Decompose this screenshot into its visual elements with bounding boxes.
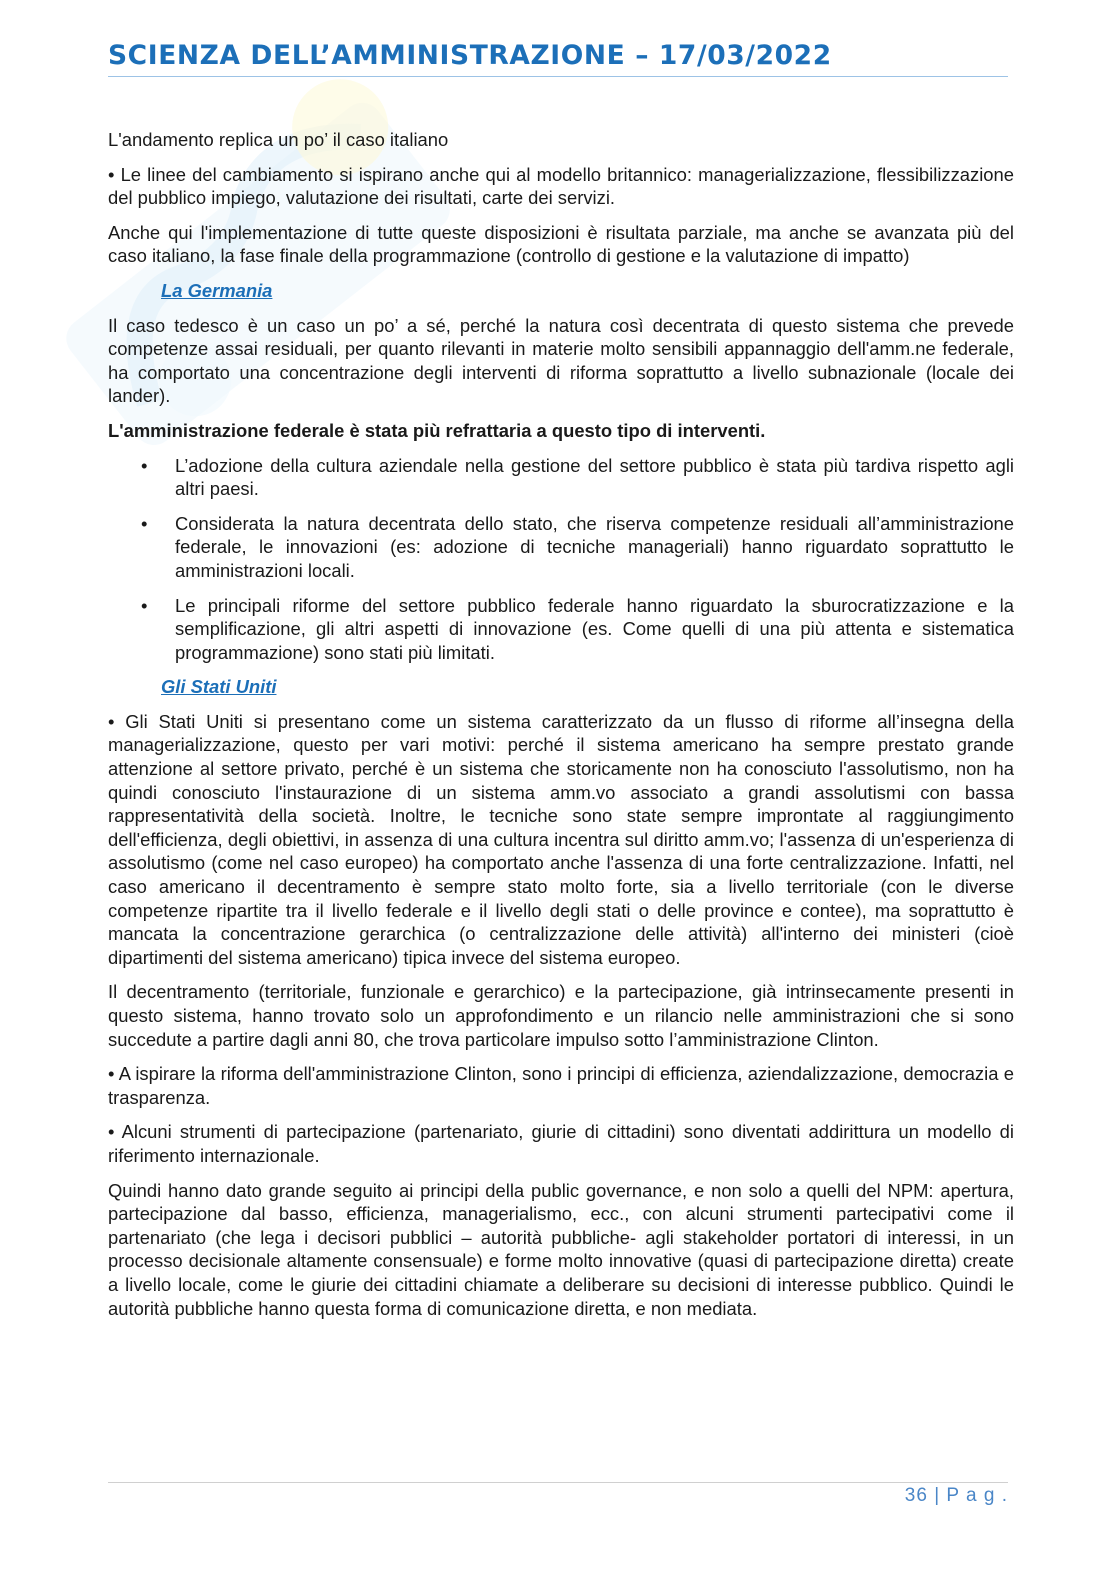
list-item-text: L’adozione della cultura aziendale nella gestione del settore pubblico è stata più tardiva rispetto agli altri paesi. xyxy=(175,454,1014,500)
list-item xyxy=(108,594,1014,665)
paragraph: • A ispirare la riforma dell'amministrazione Clinton, sono i principi di efficienza, aziendalizzazione, democrazia e trasparenza. xyxy=(108,1063,1014,1108)
bullet-list xyxy=(108,454,1014,665)
paragraph: Quindi hanno dato grande seguito ai principi della public governance, e non solo a quelli del NPM: apertura, partecipazione dal basso, efficienza, managerialismo, ecc., con alcuni strumenti partecipativi come il partenariato (che lega i decisori pubblici – autorità pubbliche- agli stakeholder portatori di interessi, in un processo decisionale altamente consensuale) e forme molto innovative (quasi di partecipazione diretta) create a livello locale, come le giurie dei cittadini chiamate a deliberare su decisioni di interesse pubblico. Quindi le autorità pubbliche hanno questa forma di comunicazione diretta, e non mediata. xyxy=(108,1179,1014,1319)
paragraph: • Gli Stati Uniti si presentano come un sistema caratterizzato da un flusso di riforme all’insegna della managerializzazione, questo per vari motivi: perché il sistema americano ha sempre prestato grande attenzione al settore privato, perché è un sistema che storicamente non ha conosciuto l'assolutismo, non ha quindi conosciuto l'instaurazione di un sistema amm.vo associato a grandi assolutismi con bassa rappresentatività della società. Inoltre, le tecniche sono state sempre improntate al raggiungimento dell'efficienza, degli obiettivi, in assenza di una cultura incentra sul diritto amm.vo; l'assenza di un'esperienza di assolutismo (come nel caso europeo) ha comportato anche l'assenza di una forte centralizzazione. Infatti, nel caso americano il decentramento è sempre stato molto forte, sia a livello territoriale (con le diverse competenze ripartite tra il livello federale e il livello degli stati o delle province e contee), ma soprattutto è mancata la concentrazione gerarchica (o centralizzazione delle attività) all'interno dei ministeri (cioè dipartimenti del sistema americano) tipica invece del sistema europeo. xyxy=(108,710,1014,968)
paragraph: • Le linee del cambiamento si ispirano anche qui al modello britannico: managerializzazione, flessibilizzazione del pubblico impiego, valutazione dei risultati, carte dei servizi. xyxy=(108,163,1014,209)
paragraph: L'andamento replica un po’ il caso italiano xyxy=(108,129,449,150)
document-title: SCIENZA DELL’AMMINISTRAZIONE – 17/03/2022 xyxy=(108,40,832,71)
list-item-text: Le principali riforme del settore pubblico federale hanno riguardato la sburocratizzazione e la semplificazione, gli altri aspetti di innovazione (es. Come quelli di una più attenta e sistematica programmazione) sono stati più limitati. xyxy=(175,594,1014,663)
paragraph: • Alcuni strumenti di partecipazione (partenariato, giurie di cittadini) sono diventati addirittura un modello di riferimento internazionale. xyxy=(108,1121,1014,1166)
paragraph: Il caso tedesco è un caso un po’ a sé, perché la natura così decentrata di questo sistema che prevede competenze assai residuali, per quanto rilevanti in materie molto sensibili appannaggio dell'amm.ne federale, ha comportato una concentrazione degli interventi di riforma soprattutto a livello subnazionale (locale dei lander). xyxy=(108,314,1014,407)
paragraph: Il decentramento (territoriale, funzionale e gerarchico) e la partecipazione, già intrinsecamente presenti in questo sistema, hanno trovato solo un approfondimento e un rilancio nelle amministrazioni che si sono succedute a partire dagli anni 80, che trova particolare impulso sotto l’amministrazione Clinton. xyxy=(108,981,1014,1050)
bullet-icon: • xyxy=(141,512,148,534)
bullet-icon: • xyxy=(141,454,148,476)
bullet-icon: • xyxy=(141,594,148,616)
page-header xyxy=(108,38,1008,77)
list-item-text: Considerata la natura decentrata dello stato, che riserva competenze residuali all’amministrazione federale, le innovazioni (es: adozione di tecniche manageriali) hanno riguardato soprattutto le amministrazioni locali. xyxy=(175,512,1014,581)
paragraph: Anche qui l'implementazione di tutte queste disposizioni è risultata parziale, ma anche se avanzata più del caso italiano, la fase finale della programmazione (controllo di gestione e la valutazione di impatto) xyxy=(108,221,1014,267)
list-item xyxy=(108,454,1014,501)
footer-divider xyxy=(108,1482,1008,1483)
document-body xyxy=(108,128,1014,1331)
section-heading-germania: La Germania xyxy=(161,279,273,301)
bold-statement: L'amministrazione federale è stata più refrattaria a questo tipo di interventi. xyxy=(108,419,766,441)
page-number: 36 | P a g . xyxy=(904,1485,1008,1506)
section-heading-usa: Gli Stati Uniti xyxy=(161,676,277,698)
list-item xyxy=(108,512,1014,583)
